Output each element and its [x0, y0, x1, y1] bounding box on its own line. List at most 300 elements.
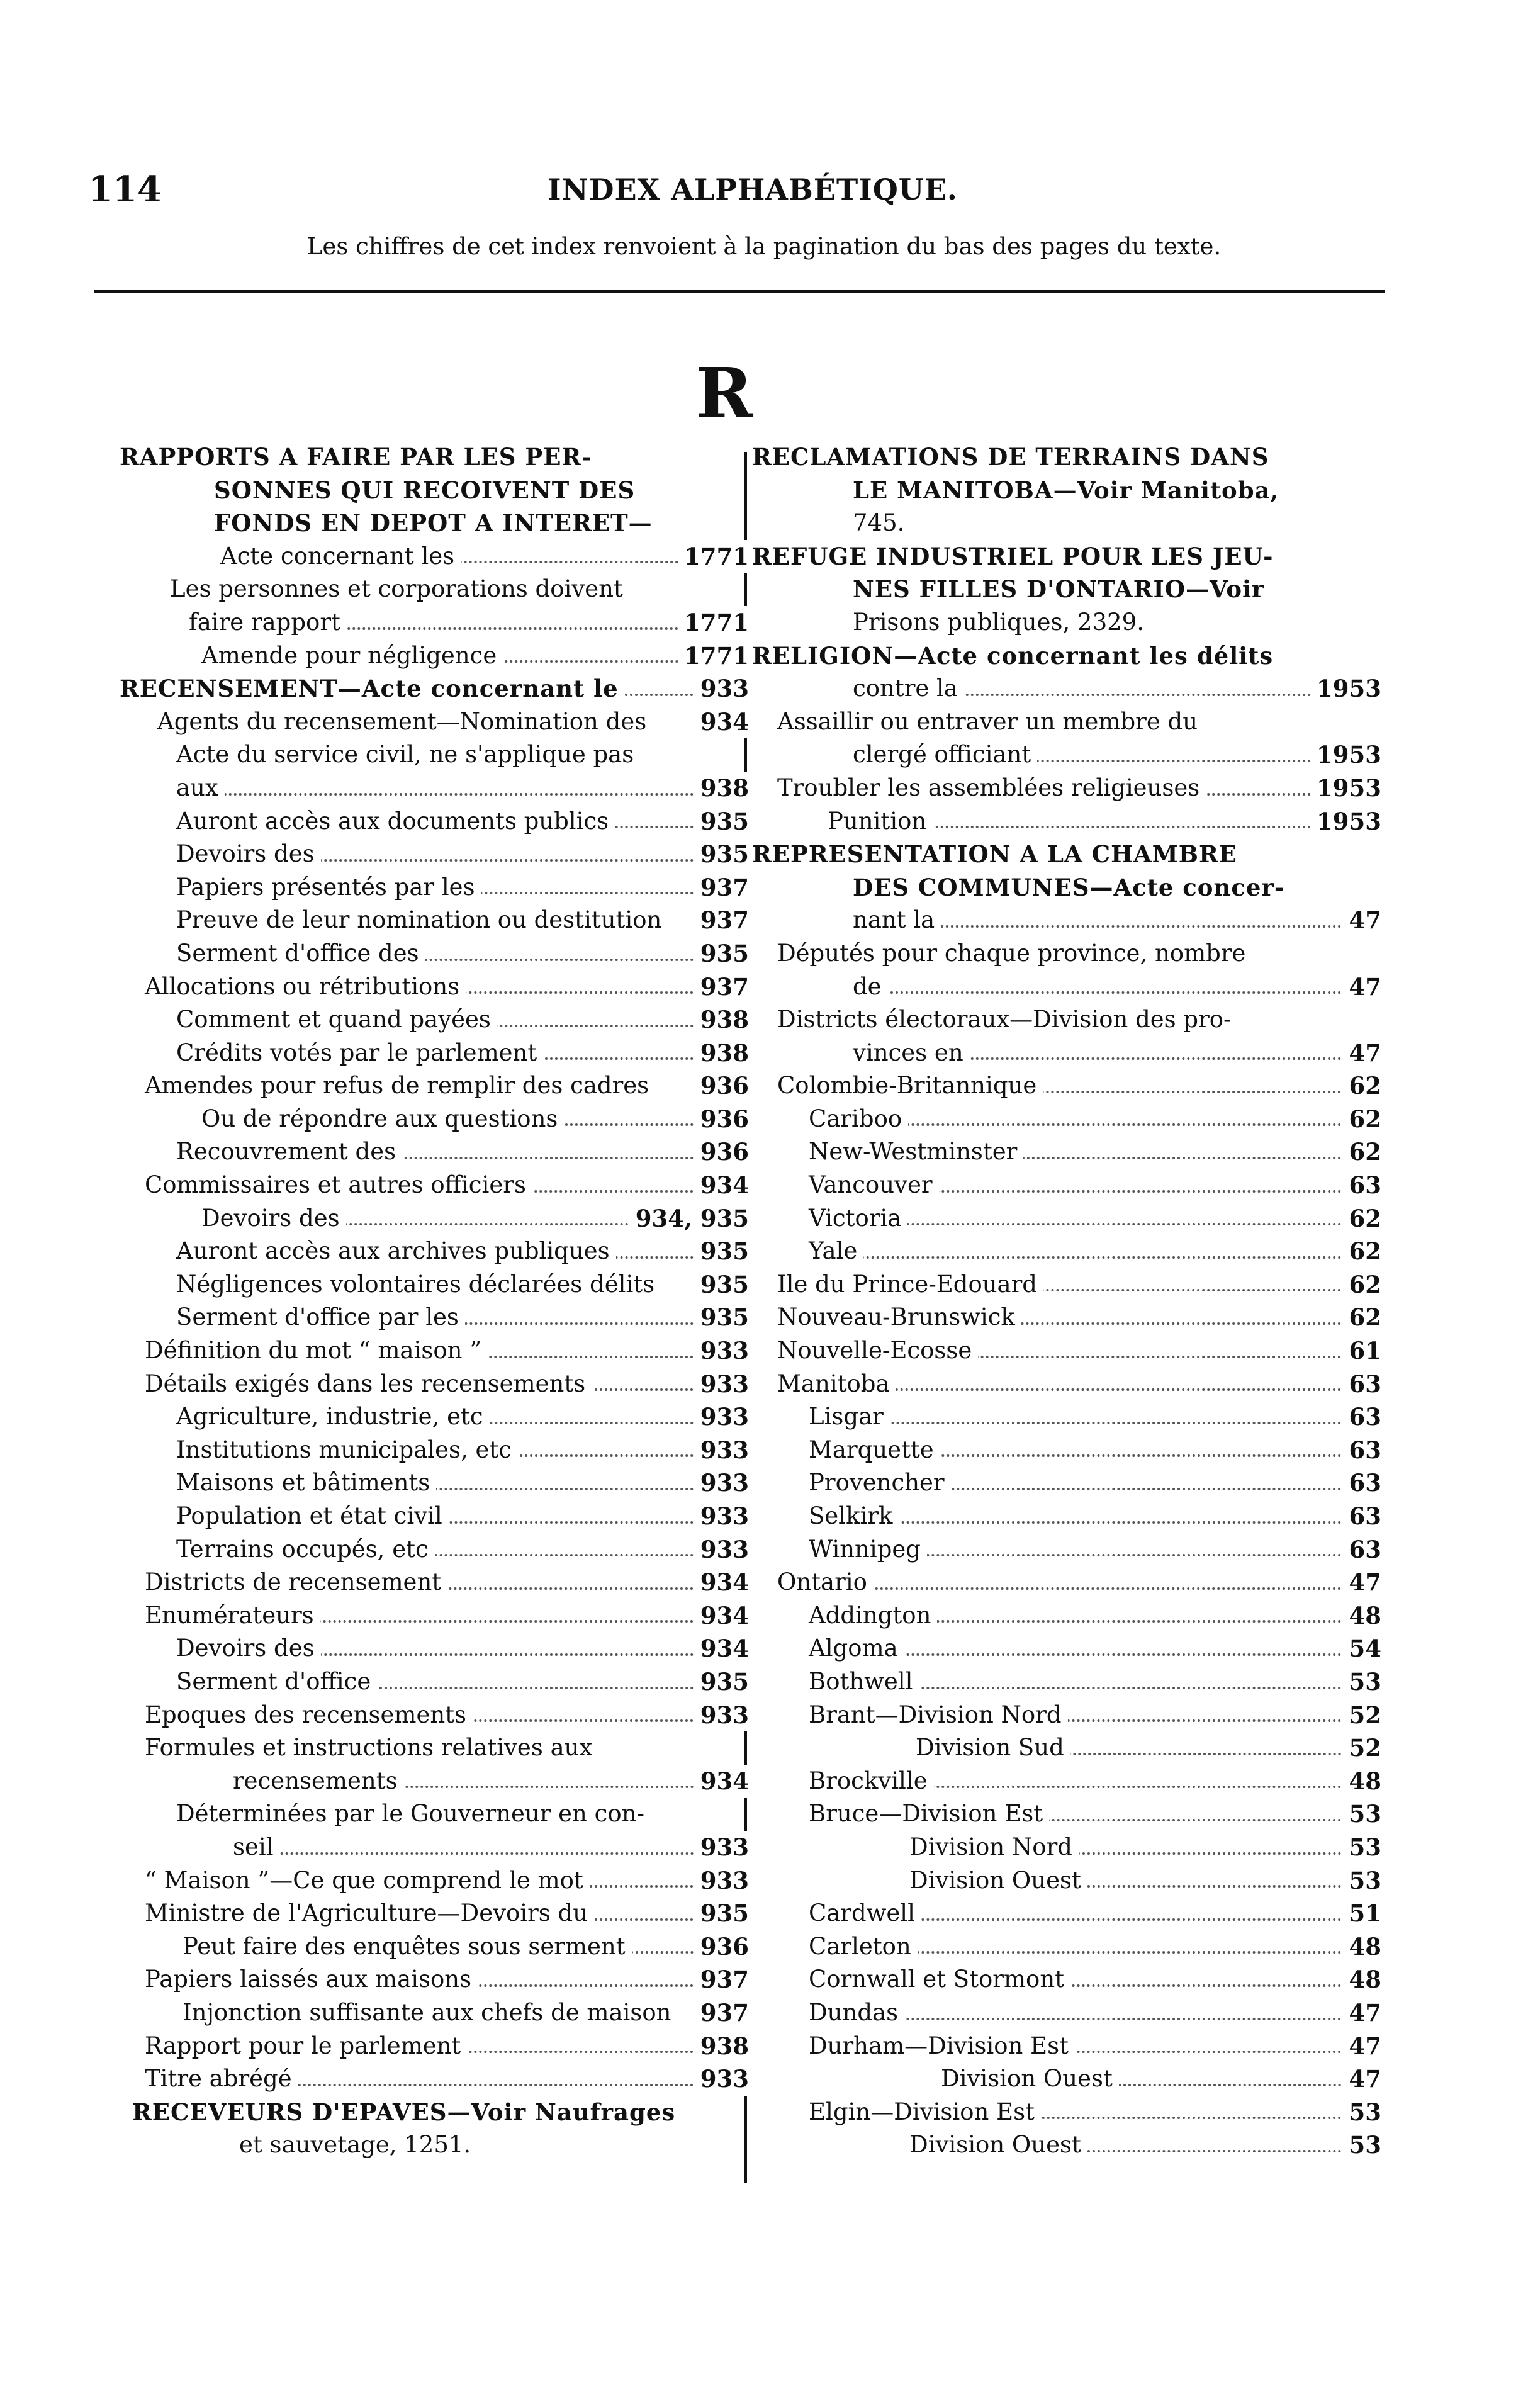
- index-entry: [752, 1368, 1381, 1401]
- index-entry: [752, 2062, 1381, 2096]
- index-entry: [120, 1368, 749, 1401]
- entry-text: Formules et instructions relatives aux: [145, 1731, 598, 1765]
- index-entry: [120, 507, 749, 540]
- entry-page-ref: 934, 935: [629, 1202, 749, 1235]
- entry-text: Preuve de leur nomination ou destitution: [176, 904, 668, 937]
- index-entry: [752, 805, 1381, 838]
- entry-page-ref: 52: [1343, 1699, 1382, 1732]
- entry-text: Division Ouest: [909, 2129, 1087, 2162]
- entry-heading: RECEVEURS D'EPAVES—Voir Naufrages: [132, 2096, 682, 2129]
- entry-text: Brockville: [809, 1765, 934, 1798]
- index-entry: [752, 1963, 1381, 1996]
- entry-page-ref: 938: [694, 1003, 749, 1037]
- index-entry: [752, 441, 1381, 474]
- entry-page-ref: 47: [1343, 2030, 1382, 2063]
- entry-page-ref: 63: [1343, 1434, 1382, 1467]
- entry-text: Ontario: [777, 1566, 874, 1599]
- entry-page-ref: 63: [1343, 1466, 1382, 1500]
- index-entry: [120, 1500, 749, 1533]
- entry-text: Peut faire des enquêtes sous serment: [183, 1930, 632, 1964]
- index-entry: [752, 1897, 1381, 1930]
- entry-page-ref: 63: [1343, 1368, 1382, 1401]
- entry-text: Déterminées par le Gouverneur en con-: [176, 1798, 651, 1831]
- entry-page-ref: 938: [694, 1037, 749, 1070]
- index-entry: [120, 1831, 749, 1864]
- entry-text: Colombie-Britannique: [777, 1069, 1043, 1103]
- entry-text: Nouvelle-Ecosse: [777, 1334, 978, 1368]
- entry-text: vinces en: [853, 1037, 970, 1070]
- dot-leader: [821, 1422, 1381, 1424]
- entry-text: Auront accès aux documents publics: [176, 805, 615, 838]
- index-entry: [120, 1566, 749, 1599]
- index-entry: [752, 772, 1381, 805]
- index-entry: [752, 1566, 1381, 1599]
- entry-page-ref: 934: [694, 1169, 749, 1202]
- entry-page-ref: 937: [694, 971, 749, 1004]
- index-entry: [752, 606, 1381, 639]
- entry-heading: NES FILLES D'ONTARIO—Voir: [853, 573, 1271, 606]
- entry-page-ref: 53: [1343, 1798, 1382, 1831]
- index-entry: [120, 1665, 749, 1699]
- index-entry: [120, 838, 749, 871]
- section-letter: R: [695, 352, 753, 434]
- index-entry: [752, 1731, 1381, 1765]
- index-entry: [120, 2129, 749, 2162]
- index-entry: [120, 1103, 749, 1136]
- entry-page-ref: 935: [694, 1897, 749, 1930]
- index-entry: [120, 805, 749, 838]
- entry-page-ref: 935: [694, 1268, 749, 1302]
- index-entry: [752, 1466, 1381, 1500]
- index-entry: [752, 1533, 1381, 1567]
- index-entry: [752, 904, 1381, 937]
- entry-heading: RECLAMATIONS DE TERRAINS DANS: [752, 441, 1275, 474]
- entry-page-ref: 48: [1343, 1765, 1382, 1798]
- entry-text: contre la: [853, 672, 964, 706]
- entry-text: Détails exigés dans les recensements: [145, 1368, 592, 1401]
- entry-page-ref: 933: [694, 1400, 749, 1434]
- entry-heading: RAPPORTS A FAIRE PAR LES PER-: [120, 441, 598, 474]
- entry-text: Recouvrement des: [176, 1135, 402, 1169]
- index-entry: [752, 540, 1381, 573]
- entry-page-ref: 933: [694, 1500, 749, 1533]
- entry-page-ref: 47: [1343, 1996, 1382, 2030]
- entry-text: Députés pour chaque province, nombre: [777, 937, 1252, 971]
- entry-page-ref: 935: [694, 1301, 749, 1334]
- entry-text: Division Ouest: [941, 2062, 1119, 2096]
- entry-page-ref: 936: [694, 1103, 749, 1136]
- entry-text: Elgin—Division Est: [809, 2096, 1041, 2129]
- index-entry: [120, 937, 749, 971]
- entry-heading: RELIGION—Acte concernant les délits: [752, 639, 1279, 673]
- index-entry: [752, 1235, 1381, 1268]
- entry-page-ref: 938: [694, 2030, 749, 2063]
- entry-page-ref: 61: [1343, 1334, 1382, 1368]
- entry-text: de: [853, 971, 888, 1004]
- index-entry: [120, 441, 749, 474]
- entry-text: clergé officiant: [853, 738, 1037, 772]
- entry-text: et sauvetage, 1251.: [239, 2129, 477, 2162]
- entry-page-ref: 935: [694, 1665, 749, 1699]
- entry-page-ref: 934: [694, 1566, 749, 1599]
- entry-text: Marquette: [809, 1434, 940, 1467]
- entry-page-ref: 936: [694, 1135, 749, 1169]
- entry-page-ref: 936: [694, 1069, 749, 1103]
- index-entry: [752, 1665, 1381, 1699]
- entry-text: Division Sud: [916, 1731, 1070, 1765]
- entry-page-ref: 47: [1343, 971, 1382, 1004]
- entry-text: Victoria: [809, 1202, 907, 1235]
- entry-text: Ile du Prince-Edouard: [777, 1268, 1043, 1302]
- entry-page-ref: 51: [1343, 1897, 1382, 1930]
- index-entry: [120, 672, 749, 706]
- entry-text: Institutions municipales, etc: [176, 1434, 518, 1467]
- entry-text: Lisgar: [809, 1400, 890, 1434]
- entry-page-ref: 935: [694, 838, 749, 871]
- index-entry: [120, 904, 749, 937]
- entry-page-ref: 937: [694, 904, 749, 937]
- index-entry: [120, 1235, 749, 1268]
- entry-text: Injonction suffisante aux chefs de maison: [183, 1996, 677, 2030]
- entry-page-ref: 62: [1343, 1069, 1382, 1103]
- index-entry: [120, 971, 749, 1004]
- entry-text: Cardwell: [809, 1897, 921, 1930]
- index-entry: [752, 971, 1381, 1004]
- entry-text: Les personnes et corporations doivent: [170, 573, 629, 606]
- index-entry: [752, 1599, 1381, 1633]
- left-column: [120, 441, 749, 2162]
- entry-text: Cornwall et Stormont: [809, 1963, 1070, 1996]
- entry-text: Districts électoraux—Division des pro-: [777, 1003, 1238, 1037]
- dot-leader: [865, 925, 1381, 928]
- entry-heading: FONDS EN DEPOT A INTERET—: [214, 507, 659, 540]
- entry-text: Algoma: [809, 1632, 904, 1665]
- dot-leader: [790, 1587, 1381, 1590]
- index-entry: [752, 1798, 1381, 1831]
- entry-page-ref: 1771: [678, 540, 749, 573]
- index-entry: [120, 1069, 749, 1103]
- entry-page-ref: 936: [694, 1930, 749, 1964]
- page-title: INDEX ALPHABÉTIQUE.: [548, 172, 958, 206]
- index-entry: [120, 1334, 749, 1368]
- index-entry: [120, 1268, 749, 1302]
- entry-text: Définition du mot “ maison ”: [145, 1334, 488, 1368]
- entry-text: Bothwell: [809, 1665, 919, 1699]
- index-entry: [752, 2129, 1381, 2162]
- index-entry: [752, 1996, 1381, 2030]
- index-entry: [752, 706, 1381, 739]
- index-entry: [120, 1765, 749, 1798]
- entry-text: Amendes pour refus de remplir des cadres: [145, 1069, 655, 1103]
- index-entry: [120, 1897, 749, 1930]
- entry-page-ref: 63: [1343, 1533, 1382, 1567]
- entry-text: Selkirk: [809, 1500, 899, 1533]
- entry-text: Agriculture, industrie, etc: [176, 1400, 490, 1434]
- entry-text: Prisons publiques, 2329.: [853, 606, 1150, 639]
- entry-page-ref: 62: [1343, 1235, 1382, 1268]
- entry-page-ref: 933: [694, 1466, 749, 1500]
- entry-text: seil: [233, 1831, 280, 1864]
- entry-text: Troubler les assemblées religieuses: [777, 772, 1206, 805]
- index-entry: [752, 2096, 1381, 2129]
- index-entry: [120, 573, 749, 606]
- entry-text: Assaillir ou entraver un membre du: [777, 706, 1204, 739]
- entry-page-ref: 935: [694, 937, 749, 971]
- index-entry: [120, 1930, 749, 1964]
- entry-text: Division Nord: [909, 1831, 1079, 1864]
- entry-heading: REPRESENTATION A LA CHAMBRE: [752, 838, 1244, 871]
- header-rule: [94, 290, 1385, 293]
- entry-page-ref: 1953: [1310, 738, 1381, 772]
- entry-page-ref: 47: [1343, 2062, 1382, 2096]
- entry-text: Auront accès aux archives publiques: [176, 1235, 616, 1268]
- entry-text: Bruce—Division Est: [809, 1798, 1049, 1831]
- entry-page-ref: 933: [694, 1831, 749, 1864]
- entry-page-ref: 934: [694, 706, 749, 739]
- index-entry: [120, 639, 749, 673]
- entry-page-ref: 933: [694, 1699, 749, 1732]
- index-entry: [752, 1135, 1381, 1169]
- entry-heading: SONNES QUI RECOIVENT DES: [214, 474, 641, 507]
- index-entry: [752, 1334, 1381, 1368]
- entry-text: nant la: [853, 904, 941, 937]
- index-entry: [752, 1500, 1381, 1533]
- entry-text: Punition: [828, 805, 933, 838]
- entry-page-ref: 933: [694, 1334, 749, 1368]
- index-entry: [752, 474, 1381, 507]
- entry-page-ref: 62: [1343, 1103, 1382, 1136]
- entry-text: Provencher: [809, 1466, 951, 1500]
- index-entry: [120, 1202, 749, 1235]
- entry-text: Négligences volontaires déclarées délits: [176, 1268, 661, 1302]
- entry-text: Agents du recensement—Nomination des: [157, 706, 653, 739]
- index-entry: [120, 1301, 749, 1334]
- entry-page-ref: 47: [1343, 1566, 1382, 1599]
- index-entry: [120, 1135, 749, 1169]
- entry-text: Allocations ou rétributions: [145, 971, 466, 1004]
- entry-text: Enumérateurs: [145, 1599, 320, 1633]
- entry-page-ref: 62: [1343, 1268, 1382, 1302]
- index-entry: [120, 706, 749, 739]
- index-entry: [120, 1533, 749, 1567]
- entry-text: Acte concernant les: [220, 540, 461, 573]
- entry-text: “ Maison ”—Ce que comprend le mot: [145, 1864, 590, 1898]
- entry-text: Districts de recensement: [145, 1566, 447, 1599]
- index-entry: [120, 1599, 749, 1633]
- index-entry: [120, 738, 749, 772]
- entry-text: Serment d'office par les: [176, 1301, 465, 1334]
- entry-page-ref: 935: [694, 805, 749, 838]
- index-entry: [120, 1996, 749, 2030]
- entry-text: Titre abrégé: [145, 2062, 298, 2096]
- index-entry: [752, 1069, 1381, 1103]
- entry-page-ref: 48: [1343, 1930, 1382, 1964]
- entry-page-ref: 933: [694, 1368, 749, 1401]
- entry-page-ref: 1771: [678, 606, 749, 639]
- entry-page-ref: 933: [694, 1434, 749, 1467]
- index-entry: [752, 639, 1381, 673]
- entry-text: Vancouver: [809, 1169, 939, 1202]
- entry-text: 745.: [853, 507, 911, 540]
- entry-heading: REFUGE INDUSTRIEL POUR LES JEU-: [752, 540, 1280, 573]
- entry-page-ref: 63: [1343, 1500, 1382, 1533]
- index-entry: [752, 1699, 1381, 1732]
- entry-text: Terrains occupés, etc: [176, 1533, 435, 1567]
- entry-text: Rapport pour le parlement: [145, 2030, 467, 2063]
- entry-text: Cariboo: [809, 1103, 908, 1136]
- dot-leader: [821, 1653, 1381, 1656]
- entry-page-ref: 47: [1343, 1037, 1382, 1070]
- entry-text: recensements: [233, 1765, 404, 1798]
- index-entry: [120, 871, 749, 904]
- index-entry: [120, 772, 749, 805]
- entry-page-ref: 54: [1343, 1632, 1382, 1665]
- entry-text: Nouveau-Brunswick: [777, 1301, 1021, 1334]
- index-entry: [120, 1798, 749, 1831]
- entry-heading: RECENSEMENT—Acte concernant le: [120, 672, 625, 706]
- entry-text: Papiers laissés aux maisons: [145, 1963, 478, 1996]
- entry-text: faire rapport: [189, 606, 347, 639]
- entry-text: Papiers présentés par les: [176, 871, 481, 904]
- index-entry: [752, 1632, 1381, 1665]
- dot-leader: [245, 1852, 749, 1855]
- entry-page-ref: 934: [694, 1765, 749, 1798]
- dot-leader: [865, 991, 1381, 994]
- index-entry: [752, 1003, 1381, 1037]
- entry-page-ref: 53: [1343, 1831, 1382, 1864]
- index-entry: [120, 2030, 749, 2063]
- entry-page-ref: 1953: [1310, 672, 1381, 706]
- entry-page-ref: 1953: [1310, 805, 1381, 838]
- entry-page-ref: 937: [694, 1996, 749, 2030]
- entry-page-ref: 1953: [1310, 772, 1381, 805]
- index-entry: [120, 2062, 749, 2096]
- entry-text: Ou de répondre aux questions: [201, 1103, 564, 1136]
- entry-page-ref: 63: [1343, 1400, 1382, 1434]
- entry-text: Ministre de l'Agriculture—Devoirs du: [145, 1897, 594, 1930]
- entry-text: Amende pour négligence: [201, 639, 503, 673]
- entry-text: Durham—Division Est: [809, 2030, 1075, 2063]
- entry-text: Dundas: [809, 1996, 904, 2030]
- index-entry: [752, 573, 1381, 606]
- entry-text: Crédits votés par le parlement: [176, 1037, 543, 1070]
- index-entry: [120, 1632, 749, 1665]
- entry-text: Division Ouest: [909, 1864, 1087, 1898]
- entry-page-ref: 47: [1343, 904, 1382, 937]
- entry-page-ref: 933: [694, 2062, 749, 2096]
- entry-heading: DES COMMUNES—Acte concer-: [853, 871, 1291, 904]
- entry-page-ref: 52: [1343, 1731, 1382, 1765]
- index-entry: [752, 1268, 1381, 1302]
- entry-page-ref: 938: [694, 772, 749, 805]
- entry-text: Devoirs des: [201, 1202, 346, 1235]
- entry-page-ref: 933: [694, 672, 749, 706]
- entry-text: Acte du service civil, ne s'applique pas: [176, 738, 640, 772]
- entry-text: Brant—Division Nord: [809, 1699, 1068, 1732]
- index-entry: [120, 1037, 749, 1070]
- entry-page-ref: 937: [694, 1963, 749, 1996]
- index-entry: [120, 474, 749, 507]
- index-entry: [752, 1169, 1381, 1202]
- right-column: [752, 441, 1381, 2162]
- entry-page-ref: 53: [1343, 1864, 1382, 1898]
- index-entry: [752, 1765, 1381, 1798]
- entry-page-ref: 934: [694, 1632, 749, 1665]
- index-entry: [120, 2096, 749, 2129]
- dot-leader: [821, 1521, 1381, 1524]
- entry-page-ref: 933: [694, 1864, 749, 1898]
- index-entry: [120, 1731, 749, 1765]
- entry-page-ref: 933: [694, 1533, 749, 1567]
- dot-leader: [189, 793, 749, 796]
- entry-text: New-Westminster: [809, 1135, 1023, 1169]
- entry-text: Serment d'office: [176, 1665, 377, 1699]
- entry-page-ref: 62: [1343, 1202, 1382, 1235]
- index-entry: [752, 507, 1381, 540]
- index-entry: [120, 1963, 749, 1996]
- entry-text: Winnipeg: [809, 1533, 927, 1567]
- index-entry: [120, 606, 749, 639]
- index-entry: [752, 871, 1381, 904]
- index-entry: [752, 937, 1381, 971]
- index-entry: [752, 672, 1381, 706]
- index-entry: [120, 540, 749, 573]
- entry-text: Carleton: [809, 1930, 918, 1964]
- index-entry: [120, 1169, 749, 1202]
- entry-page-ref: 1771: [678, 639, 749, 673]
- entry-page-ref: 48: [1343, 1599, 1382, 1633]
- index-entry: [752, 2030, 1381, 2063]
- entry-text: Serment d'office des: [176, 937, 425, 971]
- index-entry: [752, 838, 1381, 871]
- entry-page-ref: 63: [1343, 1169, 1382, 1202]
- entry-text: Commissaires et autres officiers: [145, 1169, 532, 1202]
- entry-page-ref: 934: [694, 1599, 749, 1633]
- entry-heading: LE MANITOBA—Voir Manitoba,: [853, 474, 1285, 507]
- dot-leader: [821, 1256, 1381, 1259]
- entry-text: Comment et quand payées: [176, 1003, 497, 1037]
- entry-page-ref: 53: [1343, 1665, 1382, 1699]
- entry-text: Devoirs des: [176, 1632, 321, 1665]
- entry-page-ref: 48: [1343, 1963, 1382, 1996]
- entry-text: Manitoba: [777, 1368, 896, 1401]
- index-entry: [752, 738, 1381, 772]
- index-entry: [752, 1301, 1381, 1334]
- dot-leader: [821, 2018, 1381, 2020]
- page-number: 114: [88, 169, 162, 210]
- entry-page-ref: 62: [1343, 1301, 1382, 1334]
- entry-text: Yale: [809, 1235, 863, 1268]
- entry-page-ref: 935: [694, 1235, 749, 1268]
- index-entry: [752, 1202, 1381, 1235]
- index-entry: [120, 1864, 749, 1898]
- entry-page-ref: 53: [1343, 2129, 1382, 2162]
- index-entry: [120, 1466, 749, 1500]
- index-entry: [752, 1037, 1381, 1070]
- index-entry: [752, 1103, 1381, 1136]
- index-entry: [752, 1831, 1381, 1864]
- index-entry: [120, 1400, 749, 1434]
- index-entry: [752, 1864, 1381, 1898]
- entry-page-ref: 62: [1343, 1135, 1382, 1169]
- entry-text: Population et état civil: [176, 1500, 449, 1533]
- index-entry: [752, 1930, 1381, 1964]
- index-entry: [752, 1434, 1381, 1467]
- entry-page-ref: 937: [694, 871, 749, 904]
- index-entry: [120, 1003, 749, 1037]
- index-entry: [120, 1434, 749, 1467]
- entry-text: Addington: [809, 1599, 937, 1633]
